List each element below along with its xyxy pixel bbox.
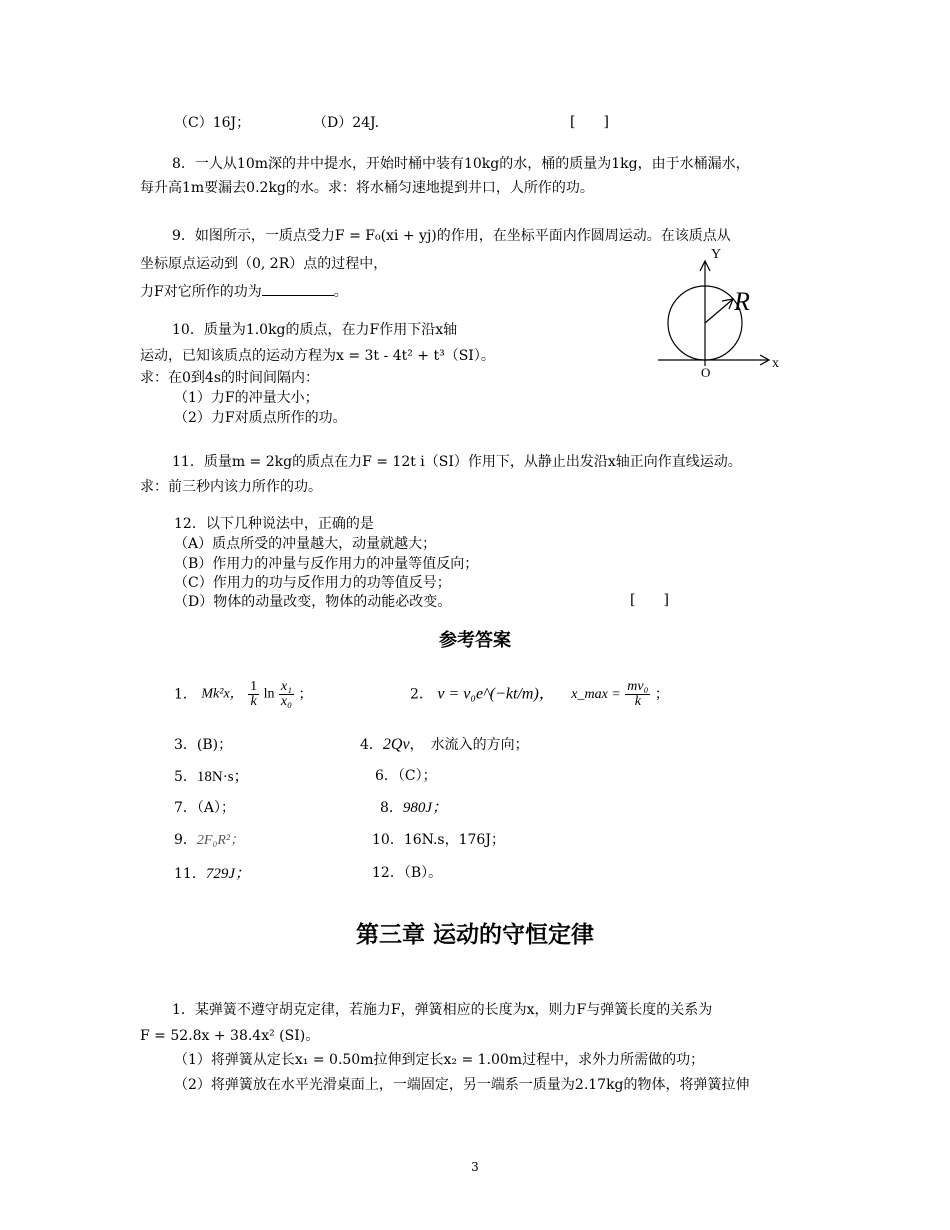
answer-9-expr: 2F₀R²； [196, 833, 245, 848]
answer-8-expr: 980J； [402, 800, 448, 816]
answer-2-end: ； [654, 686, 669, 703]
q9-line3-end: 。 [333, 284, 348, 300]
answer-5 [174, 768, 249, 786]
answer-8-number: 8． [380, 800, 403, 816]
answer-3: 3．(B)； [174, 737, 233, 753]
fraction-numerator: mv₀ [627, 679, 649, 694]
q8-line1: 8．一人从10m深的井中提水，开始时桶中装有10kg的水，桶的质量为1kg，由于水桶漏水， [172, 156, 750, 172]
answer-10: 10．16N.s，176J； [372, 832, 505, 848]
answer-2-expr: v = v₀e^(−kt/m)， [437, 685, 555, 703]
q9-line3 [140, 281, 348, 301]
q7-option-d: （D）24J. [313, 115, 380, 131]
answers-title: 参考答案 [439, 630, 511, 651]
answer-11-expr: 729J； [205, 866, 250, 882]
answer-1-fraction-2 [279, 680, 294, 709]
q12-stem: 12．以下几种说法中，正确的是 [174, 516, 374, 532]
x-axis-label: x [772, 356, 779, 371]
radius-line [705, 300, 732, 323]
answer-7: 7．（A）； [174, 800, 236, 816]
fraction-denominator: k [634, 694, 641, 709]
fraction-denominator: x₀ [280, 694, 293, 709]
fraction-numerator: x₁ [280, 679, 293, 694]
q10-line2: 运动，已知该质点的运动方程为x = 3t - 4t² + t³（SI）。 [140, 348, 495, 364]
q12-option-a: （A）质点所受的冲量越大，动量就越大； [174, 536, 437, 552]
ch3-q1-line3: （1）将弹簧从定长x₁ = 0.50m拉伸到定长x₂ = 1.00m过程中，求外力所需做的功； [174, 1052, 705, 1068]
answer-1-expr: Mk²x， [201, 686, 244, 702]
q11-line2: 求：前三秒内该力所作的功。 [140, 479, 322, 495]
page-number: 3 [471, 1160, 479, 1174]
q7-answer-bracket: [ ] [570, 114, 609, 130]
q12-option-d: （D）物体的动量改变，物体的动能必改变。 [174, 594, 452, 610]
answer-1-number: 1． [174, 686, 197, 703]
radius-label: R [734, 287, 750, 316]
answer-6: 6．（C）； [375, 768, 437, 784]
answer-blank[interactable] [262, 281, 334, 296]
answer-1-fraction [248, 680, 259, 709]
answer-4-number: 4． [360, 737, 383, 753]
answer-2 [410, 680, 669, 709]
q10-line4: （1）力F的冲量大小； [174, 390, 319, 406]
fraction-numerator: 1 [250, 679, 258, 694]
answer-2-xmax: x_max = [571, 686, 621, 702]
answer-8 [380, 799, 447, 817]
answer-11-number: 11． [174, 866, 206, 882]
answer-5-number: 5． [174, 769, 197, 785]
q7-option-c: （C）16J； [174, 115, 251, 131]
q9-line3-text: 力F对它所作的功为 [140, 284, 262, 300]
q10-line5: （2）力F对质点所作的功。 [174, 410, 347, 426]
y-axis-label: Y [711, 247, 722, 262]
q12-option-c: （C）作用力的功与反作用力的功等值反号； [174, 575, 451, 591]
origin-label: O [701, 365, 711, 380]
ch3-q1-line2: F = 52.8x + 38.4x² (SI)。 [140, 1028, 320, 1044]
answer-2-number: 2． [410, 686, 433, 703]
chapter-title: 第三章 运动的守恒定律 [355, 922, 594, 948]
answer-9 [174, 832, 244, 850]
answer-4-text: ， 水流入的方向； [409, 737, 529, 753]
q8-line2: 每升高1m要漏去0.2kg的水。求：将水桶匀速地提到井口，人所作的功。 [140, 180, 594, 196]
q10-line3: 求：在0到4s的时间间隔内： [140, 370, 319, 386]
q12-answer-bracket: [ ] [630, 592, 669, 608]
answer-5-expr: 18N·s； [196, 769, 249, 785]
answer-1-end: ； [298, 686, 313, 703]
fraction-denominator: k [250, 694, 257, 709]
answer-4-expr: 2Qv [382, 736, 410, 753]
answer-9-number: 9． [174, 832, 197, 848]
ln-symbol: ln [263, 686, 275, 702]
answer-11 [174, 865, 250, 883]
q9-line2: 坐标原点运动到（0, 2R）点的过程中， [140, 256, 388, 272]
q9-line1: 9．如图所示，一质点受力F = F₀(xi + yj)的作用，在坐标平面内作圆周运动。在该质点从 [172, 228, 731, 244]
q12-option-b: （B）作用力的冲量与反作用力的冲量等值反向； [174, 556, 479, 572]
ch3-q1-line1: 1．某弹簧不遵守胡克定律，若施力F，弹簧相应的长度为x，则力F与弹簧长度的关系为 [172, 1002, 713, 1018]
q11-line1: 11．质量m = 2kg的质点在力F = 12t i（SI）作用下，从静止出发沿x轴正向作直线运动。 [172, 454, 742, 470]
circle-motion-figure [650, 244, 790, 384]
ch3-q1-line4: （2）将弹簧放在水平光滑桌面上，一端固定，另一端系一质量为2.17kg的物体，将弹簧拉伸 [174, 1077, 750, 1093]
answer-4 [360, 735, 529, 754]
answer-2-fraction [625, 680, 650, 709]
q10-line1: 10．质量为1.0kg的质点，在力F作用下沿x轴 [172, 322, 458, 338]
answer-12: 12．（B）。 [372, 865, 443, 881]
answer-1 [174, 680, 312, 709]
